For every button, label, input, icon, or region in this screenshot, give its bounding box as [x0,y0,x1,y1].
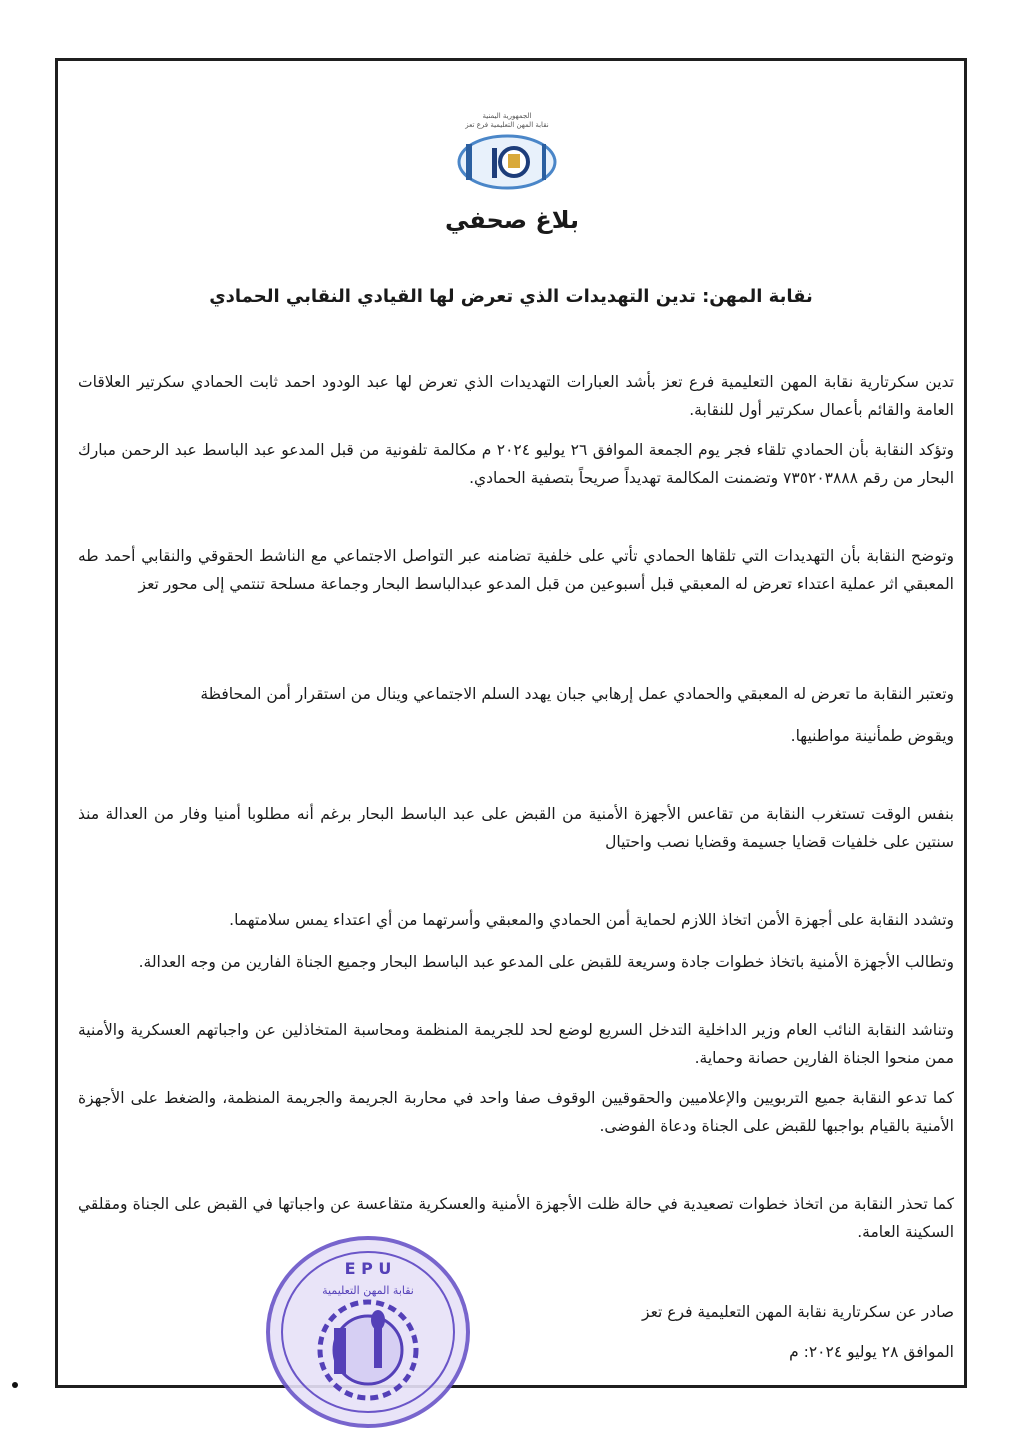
svg-text:نقابة المهن التعليمية: نقابة المهن التعليمية [322,1284,414,1297]
paragraph-7: وتطالب الأجهزة الأمنية باتخاذ خطوات جادة وسريعة للقبض على المدعو عبد الباسط البحار وجميع الجناة الفارين من وجه العدالة. [138,953,954,971]
date-line: الموافق ٢٨ يوليو ٢٠٢٤: م [789,1343,954,1361]
logo-caption-line-1: الجمهورية اليمنية [482,112,532,120]
official-stamp [262,1232,474,1432]
paragraph-1: تدين سكرتارية نقابة المهن التعليمية فرع تعز بأشد العبارات التهديدات الذي تعرض لها عبد الودود احمد ثابت الحمادي سكرتير العلاقات العامة والقائم بأعمال سكرتير أول للنقابة. [78,373,954,419]
paragraph-4: وتعتبر النقابة ما تعرض له المعبقي والحمادي عمل إرهابي جبان يهدد السلم الاجتماعي وينال من استقرار أمن المحافظة [200,685,954,703]
logo-caption-line-2: نقابة المهن التعليمية فرع تعز [465,121,549,129]
paragraph-10: كما تحذر النقابة من اتخاذ خطوات تصعيدية في حالة ظلت الأجهزة الأمنية والعسكرية متقاعسة عن واجباتها في القبض على الجناة ومقلقي السكينة العامة. [78,1195,954,1241]
svg-text:E P U: E P U [344,1259,392,1278]
logo-caption [452,112,562,130]
paragraph-4-continued: ويقوض طمأنينة مواطنيها. [790,727,954,745]
paragraph-9: كما تدعو النقابة جميع التربويين والإعلاميين والحقوقيين الوقوف صفا واحد في محاربة الجريمة والجريمة المنظمة، والضغط على الأجهزة الأمنية بالقيام بواجبها للقبض على الجناة ودعاة الفوضى. [78,1089,954,1135]
paragraph-5: بنفس الوقت تستغرب النقابة من تقاعس الأجهزة الأمنية من القبض على عبد الباسط البحار برغم أنه مطلوبا أمنيا وفار من العدالة منذ سنتين على خلفيات قضايا جسيمة وقضايا نصب واحتيال [78,805,954,851]
paragraph-3: وتوضح النقابة بأن التهديدات التي تلقاها الحمادي تأتي على خلفية تضامنه عبر التواصل الاجتماعي مع الناشط الحقوقي والنقابي أحمد طه المعبقي اثر عملية اعتداء تعرض له المعبقي قبل أسبوعين من قبل المدعو عبدالباسط البحار وجماعة مسلحة تنتمي إلى محور تعز [78,547,954,593]
paragraph-8: وتناشد النقابة النائب العام وزير الداخلية التدخل السريع لوضع لحد للجريمة المنظمة ومحاسبة المتخاذلين عن واجباتهم العسكرية والأمنية ممن منحوا الجناة الفارين حصانة وحماية. [78,1021,954,1067]
edge-mark [12,1382,18,1388]
press-headline: نقابة المهن: تدين التهديدات الذي تعرض لها القيادي النقابي الحمادي [209,286,813,307]
paragraph-6: وتشدد النقابة على أجهزة الأمن اتخاذ اللازم لحماية أمن الحمادي والمعبقي وأسرتهما من أي اعتداء يمس سلامتهما. [229,911,954,929]
paragraph-2: وتؤكد النقابة بأن الحمادي تلقاء فجر يوم الجمعة الموافق ٢٦ يوليو ٢٠٢٤ م مكالمة تلفونية من قبل المدعو عبد الباسط عبد الرحمن مبارك البحار من رقم ٧٣٥٢٠٣٨٨٨ وتضمنت المكالمة تهديداً صريحاً بتصفية الحمادي. [78,441,954,487]
issuer-line: صادر عن سكرتارية نقابة المهن التعليمية فرع تعز [642,1303,954,1321]
document-title: بلاغ صحفي [444,206,580,234]
